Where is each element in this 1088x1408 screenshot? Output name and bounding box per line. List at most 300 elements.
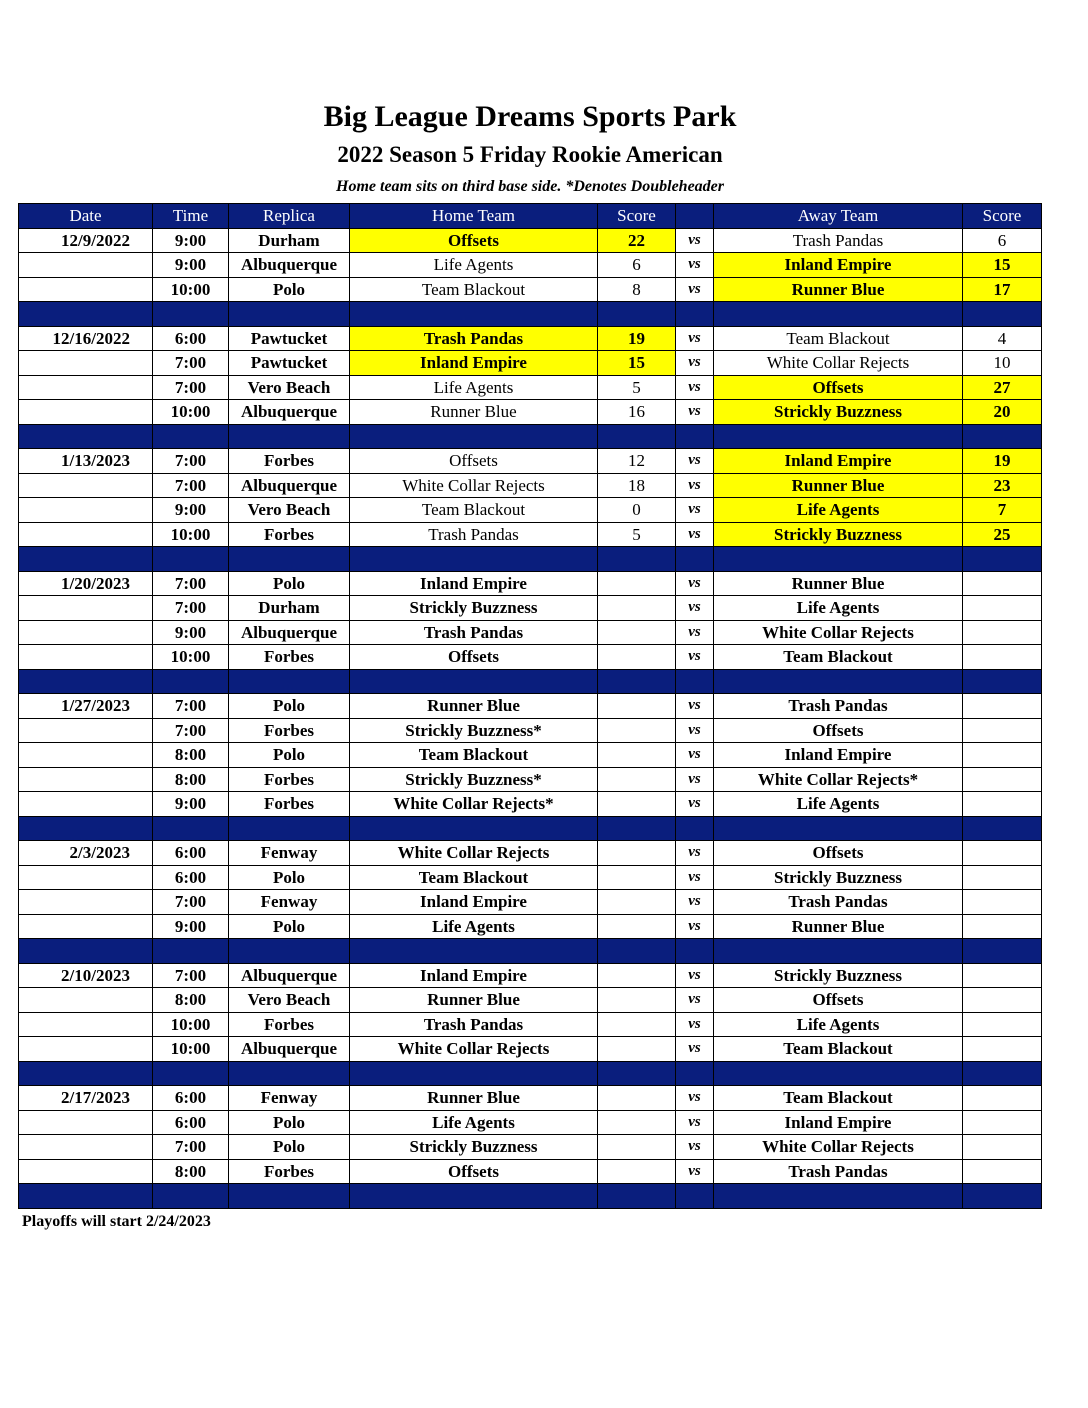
game-date: 2/17/2023 [19, 1086, 153, 1111]
game-replica: Vero Beach [229, 988, 350, 1013]
away-score [963, 596, 1042, 621]
vs-label: vs [676, 375, 714, 400]
away-score: 19 [963, 449, 1042, 474]
home-score [598, 645, 676, 670]
away-score [963, 718, 1042, 743]
home-score: 18 [598, 473, 676, 498]
game-time: 7:00 [153, 375, 229, 400]
col-replica-header: Replica [229, 204, 350, 229]
away-score [963, 841, 1042, 866]
schedule-table [18, 203, 1042, 1209]
game-replica: Forbes [229, 1012, 350, 1037]
away-team: Team Blackout [714, 326, 963, 351]
game-time: 7:00 [153, 718, 229, 743]
away-team: Offsets [714, 375, 963, 400]
separator-cell [598, 816, 676, 841]
week-separator-row [19, 424, 1042, 449]
game-time: 7:00 [153, 1135, 229, 1160]
game-replica: Fenway [229, 890, 350, 915]
home-score: 5 [598, 522, 676, 547]
col-home-team-header: Home Team [350, 204, 598, 229]
away-score: 7 [963, 498, 1042, 523]
table-row [19, 963, 1042, 988]
separator-cell [229, 1061, 350, 1086]
col-date-header: Date [19, 204, 153, 229]
game-replica: Polo [229, 571, 350, 596]
away-team: Trash Pandas [714, 228, 963, 253]
vs-label: vs [676, 963, 714, 988]
game-replica: Forbes [229, 645, 350, 670]
separator-cell [229, 1184, 350, 1209]
separator-cell [598, 669, 676, 694]
vs-label: vs [676, 865, 714, 890]
away-team: Runner Blue [714, 914, 963, 939]
away-score [963, 963, 1042, 988]
away-team: Strickly Buzzness [714, 865, 963, 890]
separator-cell [19, 424, 153, 449]
week-separator-row [19, 669, 1042, 694]
home-team: Life Agents [350, 914, 598, 939]
separator-cell [714, 547, 963, 572]
game-date: 2/3/2023 [19, 841, 153, 866]
table-row [19, 645, 1042, 670]
game-date [19, 253, 153, 278]
separator-cell [229, 939, 350, 964]
away-team: Strickly Buzzness [714, 963, 963, 988]
away-team: Runner Blue [714, 473, 963, 498]
separator-cell [153, 1184, 229, 1209]
separator-cell [153, 547, 229, 572]
game-replica: Pawtucket [229, 326, 350, 351]
table-row [19, 571, 1042, 596]
game-replica: Forbes [229, 1159, 350, 1184]
separator-cell [153, 1061, 229, 1086]
table-row [19, 277, 1042, 302]
vs-label: vs [676, 253, 714, 278]
game-time: 8:00 [153, 988, 229, 1013]
game-date [19, 988, 153, 1013]
away-team: Runner Blue [714, 571, 963, 596]
separator-cell [714, 816, 963, 841]
away-score [963, 571, 1042, 596]
week-separator-row [19, 1184, 1042, 1209]
separator-cell [714, 302, 963, 327]
separator-cell [350, 939, 598, 964]
game-date: 12/16/2022 [19, 326, 153, 351]
week-separator-row [19, 547, 1042, 572]
separator-cell [963, 1184, 1042, 1209]
home-team: Trash Pandas [350, 620, 598, 645]
home-score [598, 571, 676, 596]
away-score [963, 988, 1042, 1013]
game-date [19, 1110, 153, 1135]
game-replica: Forbes [229, 718, 350, 743]
away-score: 23 [963, 473, 1042, 498]
separator-cell [598, 547, 676, 572]
separator-cell [229, 547, 350, 572]
home-score [598, 1086, 676, 1111]
game-date: 2/10/2023 [19, 963, 153, 988]
home-team: Life Agents [350, 253, 598, 278]
game-date [19, 914, 153, 939]
home-score [598, 890, 676, 915]
away-score [963, 1086, 1042, 1111]
away-team: Life Agents [714, 596, 963, 621]
game-time: 6:00 [153, 865, 229, 890]
vs-label: vs [676, 1086, 714, 1111]
away-score: 10 [963, 351, 1042, 376]
game-replica: Polo [229, 1135, 350, 1160]
game-date: 1/27/2023 [19, 694, 153, 719]
away-team: Inland Empire [714, 743, 963, 768]
home-team: Life Agents [350, 375, 598, 400]
vs-label: vs [676, 473, 714, 498]
home-team: Runner Blue [350, 694, 598, 719]
game-time: 8:00 [153, 1159, 229, 1184]
away-score: 27 [963, 375, 1042, 400]
home-score: 16 [598, 400, 676, 425]
game-time: 9:00 [153, 620, 229, 645]
game-replica: Vero Beach [229, 375, 350, 400]
separator-cell [963, 547, 1042, 572]
separator-cell [963, 302, 1042, 327]
table-row [19, 1110, 1042, 1135]
home-team: White Collar Rejects [350, 841, 598, 866]
game-time: 10:00 [153, 1037, 229, 1062]
away-score [963, 694, 1042, 719]
table-row [19, 1086, 1042, 1111]
table-row [19, 449, 1042, 474]
week-separator-row [19, 816, 1042, 841]
home-team: Strickly Buzzness* [350, 718, 598, 743]
header-row [19, 204, 1042, 229]
game-replica: Fenway [229, 841, 350, 866]
away-team: Trash Pandas [714, 1159, 963, 1184]
home-score [598, 694, 676, 719]
separator-cell [19, 939, 153, 964]
separator-cell [19, 816, 153, 841]
game-time: 7:00 [153, 694, 229, 719]
game-time: 10:00 [153, 400, 229, 425]
game-date [19, 645, 153, 670]
game-time: 7:00 [153, 596, 229, 621]
home-score [598, 914, 676, 939]
home-score [598, 743, 676, 768]
separator-cell [153, 939, 229, 964]
vs-label: vs [676, 890, 714, 915]
away-score: 4 [963, 326, 1042, 351]
game-time: 8:00 [153, 743, 229, 768]
vs-label: vs [676, 914, 714, 939]
vs-label: vs [676, 1012, 714, 1037]
game-time: 7:00 [153, 351, 229, 376]
game-replica: Durham [229, 228, 350, 253]
away-score [963, 865, 1042, 890]
away-score [963, 1135, 1042, 1160]
home-score [598, 620, 676, 645]
separator-cell [153, 424, 229, 449]
home-team: Team Blackout [350, 865, 598, 890]
away-team: Life Agents [714, 792, 963, 817]
table-row [19, 1159, 1042, 1184]
game-time: 7:00 [153, 963, 229, 988]
game-replica: Albuquerque [229, 963, 350, 988]
vs-label: vs [676, 228, 714, 253]
away-score [963, 1159, 1042, 1184]
separator-cell [598, 1184, 676, 1209]
separator-cell [350, 302, 598, 327]
separator-cell [714, 669, 963, 694]
away-team: Offsets [714, 718, 963, 743]
game-replica: Albuquerque [229, 400, 350, 425]
home-team: Strickly Buzzness [350, 596, 598, 621]
game-replica: Albuquerque [229, 473, 350, 498]
away-team: Offsets [714, 841, 963, 866]
separator-cell [676, 939, 714, 964]
separator-cell [714, 939, 963, 964]
away-score [963, 767, 1042, 792]
vs-label: vs [676, 277, 714, 302]
separator-cell [350, 1184, 598, 1209]
separator-cell [714, 424, 963, 449]
game-time: 6:00 [153, 841, 229, 866]
home-score: 15 [598, 351, 676, 376]
page-title: Big League Dreams Sports Park [323, 100, 737, 133]
vs-label: vs [676, 498, 714, 523]
away-score [963, 743, 1042, 768]
home-score [598, 1037, 676, 1062]
game-replica: Vero Beach [229, 498, 350, 523]
table-row [19, 694, 1042, 719]
home-score [598, 596, 676, 621]
col-home-score-header: Score [598, 204, 676, 229]
table-row [19, 473, 1042, 498]
home-team: Trash Pandas [350, 522, 598, 547]
game-date: 1/13/2023 [19, 449, 153, 474]
game-replica: Polo [229, 1110, 350, 1135]
separator-cell [153, 302, 229, 327]
away-team: Life Agents [714, 1012, 963, 1037]
home-score [598, 988, 676, 1013]
home-score: 6 [598, 253, 676, 278]
table-row [19, 596, 1042, 621]
week-separator-row [19, 939, 1042, 964]
separator-cell [19, 669, 153, 694]
vs-label: vs [676, 645, 714, 670]
away-score: 15 [963, 253, 1042, 278]
home-team: White Collar Rejects* [350, 792, 598, 817]
away-score [963, 620, 1042, 645]
game-time: 7:00 [153, 473, 229, 498]
vs-label: vs [676, 326, 714, 351]
table-row [19, 253, 1042, 278]
separator-cell [19, 1184, 153, 1209]
separator-cell [676, 669, 714, 694]
game-time: 10:00 [153, 277, 229, 302]
separator-cell [676, 424, 714, 449]
table-row [19, 326, 1042, 351]
home-score [598, 865, 676, 890]
game-time: 10:00 [153, 522, 229, 547]
schedule-body [19, 228, 1042, 1208]
separator-cell [676, 1061, 714, 1086]
away-team: Strickly Buzzness [714, 522, 963, 547]
game-replica: Albuquerque [229, 1037, 350, 1062]
home-team: Inland Empire [350, 351, 598, 376]
separator-cell [19, 302, 153, 327]
home-score [598, 1012, 676, 1037]
game-time: 7:00 [153, 571, 229, 596]
game-date [19, 473, 153, 498]
vs-label: vs [676, 743, 714, 768]
table-row [19, 743, 1042, 768]
game-time: 9:00 [153, 498, 229, 523]
separator-cell [963, 669, 1042, 694]
vs-label: vs [676, 449, 714, 474]
home-team: Offsets [350, 449, 598, 474]
game-date [19, 400, 153, 425]
game-date [19, 890, 153, 915]
game-replica: Albuquerque [229, 620, 350, 645]
game-replica: Pawtucket [229, 351, 350, 376]
away-team: Trash Pandas [714, 694, 963, 719]
vs-label: vs [676, 1037, 714, 1062]
game-replica: Polo [229, 277, 350, 302]
separator-cell [598, 302, 676, 327]
away-team: Inland Empire [714, 1110, 963, 1135]
away-team: Offsets [714, 988, 963, 1013]
table-row [19, 767, 1042, 792]
game-date [19, 498, 153, 523]
week-separator-row [19, 302, 1042, 327]
vs-label: vs [676, 620, 714, 645]
separator-cell [963, 939, 1042, 964]
away-team: Strickly Buzzness [714, 400, 963, 425]
table-row [19, 914, 1042, 939]
table-row [19, 1037, 1042, 1062]
vs-label: vs [676, 792, 714, 817]
table-row [19, 375, 1042, 400]
home-team: Runner Blue [350, 400, 598, 425]
game-date [19, 1037, 153, 1062]
game-date [19, 1012, 153, 1037]
game-date [19, 375, 153, 400]
game-date [19, 743, 153, 768]
game-time: 9:00 [153, 228, 229, 253]
col-away-score-header: Score [963, 204, 1042, 229]
separator-cell [350, 547, 598, 572]
table-row [19, 351, 1042, 376]
vs-label: vs [676, 767, 714, 792]
game-time: 10:00 [153, 1012, 229, 1037]
game-replica: Forbes [229, 792, 350, 817]
table-row [19, 718, 1042, 743]
game-date [19, 792, 153, 817]
vs-label: vs [676, 694, 714, 719]
home-score [598, 792, 676, 817]
separator-cell [676, 1184, 714, 1209]
away-score [963, 1037, 1042, 1062]
home-score [598, 718, 676, 743]
home-team: Inland Empire [350, 963, 598, 988]
separator-cell [229, 424, 350, 449]
separator-cell [963, 424, 1042, 449]
away-team: Inland Empire [714, 449, 963, 474]
home-team: Team Blackout [350, 498, 598, 523]
table-row [19, 522, 1042, 547]
away-score: 20 [963, 400, 1042, 425]
away-team: Runner Blue [714, 277, 963, 302]
home-team: Strickly Buzzness [350, 1135, 598, 1160]
home-team: Trash Pandas [350, 326, 598, 351]
table-row [19, 792, 1042, 817]
game-replica: Durham [229, 596, 350, 621]
table-row [19, 988, 1042, 1013]
game-date [19, 718, 153, 743]
game-date [19, 1159, 153, 1184]
game-replica: Polo [229, 743, 350, 768]
game-time: 8:00 [153, 767, 229, 792]
away-score [963, 645, 1042, 670]
separator-cell [714, 1061, 963, 1086]
game-date [19, 620, 153, 645]
away-team: Inland Empire [714, 253, 963, 278]
game-date: 12/9/2022 [19, 228, 153, 253]
table-row [19, 841, 1042, 866]
home-team: Offsets [350, 645, 598, 670]
game-date [19, 522, 153, 547]
game-time: 9:00 [153, 792, 229, 817]
away-team: Life Agents [714, 498, 963, 523]
separator-cell [598, 424, 676, 449]
game-replica: Forbes [229, 522, 350, 547]
away-score: 6 [963, 228, 1042, 253]
page-subtitle: 2022 Season 5 Friday Rookie American [337, 142, 723, 167]
table-row [19, 865, 1042, 890]
game-date [19, 767, 153, 792]
table-row [19, 498, 1042, 523]
game-time: 6:00 [153, 1086, 229, 1111]
away-score: 17 [963, 277, 1042, 302]
away-team: Trash Pandas [714, 890, 963, 915]
home-team: Runner Blue [350, 1086, 598, 1111]
home-team: Inland Empire [350, 890, 598, 915]
away-team: Team Blackout [714, 1086, 963, 1111]
separator-cell [153, 816, 229, 841]
home-score [598, 963, 676, 988]
game-time: 9:00 [153, 914, 229, 939]
separator-cell [676, 816, 714, 841]
away-team: White Collar Rejects [714, 1135, 963, 1160]
game-date [19, 277, 153, 302]
col-away-team-header: Away Team [714, 204, 963, 229]
home-score [598, 1110, 676, 1135]
separator-cell [963, 816, 1042, 841]
home-score: 19 [598, 326, 676, 351]
away-team: Team Blackout [714, 1037, 963, 1062]
away-score [963, 792, 1042, 817]
away-score [963, 914, 1042, 939]
vs-label: vs [676, 841, 714, 866]
away-team: White Collar Rejects* [714, 767, 963, 792]
game-replica: Fenway [229, 1086, 350, 1111]
week-separator-row [19, 1061, 1042, 1086]
away-score [963, 1110, 1042, 1135]
vs-label: vs [676, 718, 714, 743]
vs-label: vs [676, 351, 714, 376]
away-team: Team Blackout [714, 645, 963, 670]
away-score [963, 890, 1042, 915]
